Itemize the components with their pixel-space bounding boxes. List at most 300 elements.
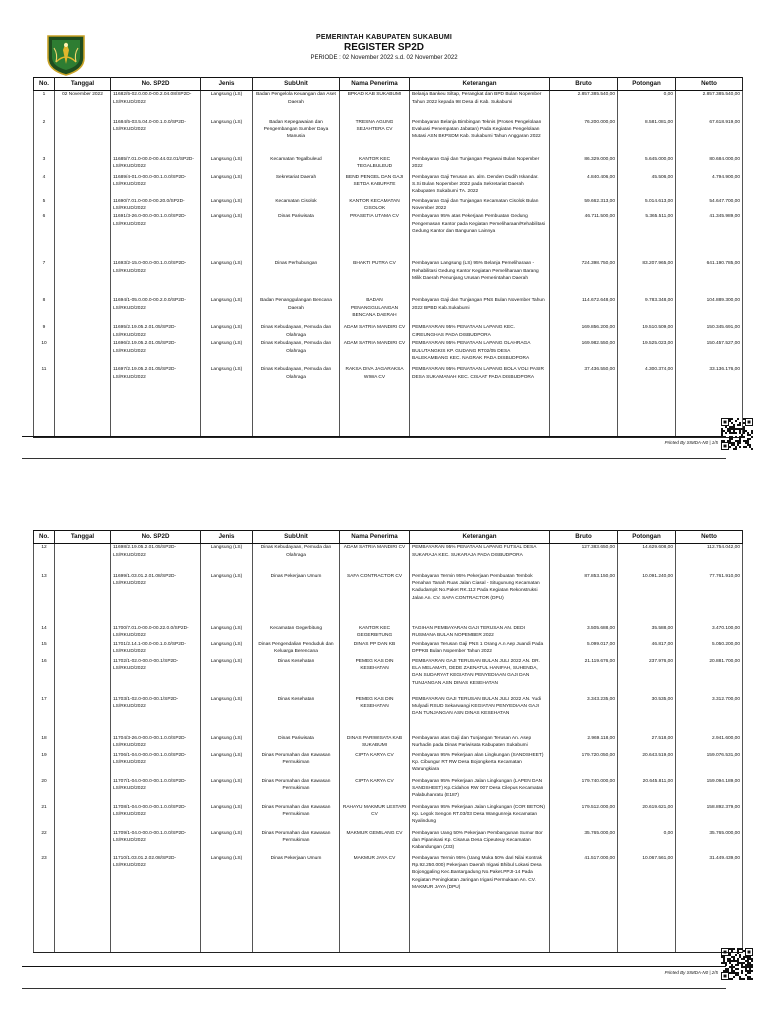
row-type: Langsung (LS)	[201, 657, 253, 695]
sp2d-register-table-page-2	[33, 530, 743, 953]
column-header-netto: Netto	[676, 78, 743, 91]
row-description: Pembayaran Gaji dan Tunjangan Kecamatan Cisolok Bulan November 2022	[410, 197, 550, 213]
row-net-amount: 33.136.176,00	[676, 366, 743, 398]
row-recipient: KANTOR KEC TEGALBULEUD	[340, 155, 410, 173]
row-date	[55, 340, 111, 366]
row-subunit: Dinas Kebudayaan, Pemuda dan Olahraga	[253, 340, 340, 366]
row-date	[55, 213, 111, 260]
table-row	[34, 695, 743, 734]
row-date	[55, 173, 111, 197]
table-row	[34, 734, 743, 751]
row-sp2d-number: 11706/1-04.0-00.0-00.1.0.0/SP2D-LS/RKUD/2022	[111, 751, 201, 777]
row-net-amount: 158.892.379,00	[676, 803, 743, 829]
row-net-amount: 41.345.989,00	[676, 213, 743, 260]
row-sp2d-number: 11709/1-04.0-00.0-00.1.0.0/SP2D-LS/RKUD/2022	[111, 829, 201, 854]
column-header-nama-penerima: Nama Penerima	[340, 78, 410, 91]
row-subunit: Dinas Kesehatan	[253, 657, 340, 695]
row-net-amount: 67.618.919,00	[676, 118, 743, 155]
printed-by-footer: Printed By SIMDA-N0 | 1/5	[664, 440, 718, 445]
table-filler-row	[34, 922, 743, 952]
row-description: TAGIHAN PEMBAYARAN GAJI TERUSAN AN. DEDI RUSMANA BULAN NOPEMBER 2022	[410, 624, 550, 640]
row-type: Langsung (LS)	[201, 829, 253, 854]
report-header	[0, 34, 768, 61]
row-subunit: Badan Penanggulangan Bencana Daerah	[253, 297, 340, 324]
row-date	[55, 366, 111, 398]
row-net-amount: 112.754.042,00	[676, 543, 743, 572]
column-header-jenis: Jenis	[201, 531, 253, 544]
row-net-amount: 159.094.189,00	[676, 777, 743, 803]
empty-cell	[618, 922, 676, 952]
row-gross-amount: 35.765.000,00	[550, 829, 618, 854]
row-subunit: Dinas Perhubungan	[253, 260, 340, 297]
row-type: Langsung (LS)	[201, 624, 253, 640]
row-description: Pembayaran Langsung (LS) 95% Belanja Pemeliharaan - Rehabilitasi Gedung Kantor Kegiatan Pemeliharaan Barang Milik Daerah Penunjang Urusan Pemerintahan Daerah	[410, 260, 550, 297]
table-row	[34, 803, 743, 829]
row-net-amount: 641.190.785,00	[676, 260, 743, 297]
row-description: PEMBAYARAN GAJI TERUSAN BULAN JULI 2022 AN. DR. ELA MELAMATI, DEDE ZAENATUL HANIFAH, SUHENDA, DAN SUDARYAT KEGIATAN PENYEDIAAN GAJI DAN TUNJANGAN ASN DINAS KESEHATAN	[410, 657, 550, 695]
row-subunit: Dinas Kebudayaan, Pemuda dan Olahraga	[253, 543, 340, 572]
row-net-amount: 159.076.531,00	[676, 751, 743, 777]
row-gross-amount: 179.740.000,00	[550, 777, 618, 803]
row-gross-amount: 3.505.688,00	[550, 624, 618, 640]
row-number: 2	[34, 118, 55, 155]
row-type: Langsung (LS)	[201, 155, 253, 173]
empty-cell	[34, 922, 55, 952]
report-title: REGISTER SP2D	[343, 42, 425, 53]
row-recipient: KANTOR KECAMATAN CISOLOK	[340, 197, 410, 213]
row-number: 22	[34, 829, 55, 854]
row-subunit: Kecamatan Tegalbuleud	[253, 155, 340, 173]
row-date: 02 November 2022	[55, 90, 111, 118]
column-header-subunit: SubUnit	[253, 531, 340, 544]
table-row	[34, 624, 743, 640]
row-deduction-amount: 20.645.811,00	[618, 777, 676, 803]
row-number: 5	[34, 197, 55, 213]
row-description: Pembayaran Terusan Gaji PNS 1 Orang A.n Aep Juandi Pada DPPKB Bulan Nopember Tahun 2022	[410, 640, 550, 657]
row-net-amount: 2.941.600,00	[676, 734, 743, 751]
row-net-amount: 5.050.200,00	[676, 640, 743, 657]
row-date	[55, 695, 111, 734]
row-number: 15	[34, 640, 55, 657]
row-description: Pembayaran 95% Pekerjaan Jalan Lingkungan (LAPEN DAN SANDSHEET) Kp.Cidahon RW 007 Desa Cilepus Kecamatan Palabuhanratu (E187)	[410, 777, 550, 803]
row-recipient: ADAM SATRIA MANDIRI CV	[340, 340, 410, 366]
row-type: Langsung (LS)	[201, 640, 253, 657]
row-gross-amount: 169.856.200,00	[550, 324, 618, 340]
row-gross-amount: 179.720.050,00	[550, 751, 618, 777]
row-number: 14	[34, 624, 55, 640]
page-divider-bottom	[22, 988, 726, 989]
row-description: PEMBAYARAN 95% PENATAAN LAPANG FUTSAL DESA SUKARAJA KEC. SUKARAJA PADA DISBUDPORA	[410, 543, 550, 572]
row-date	[55, 155, 111, 173]
row-sp2d-number: 11695/2.19.05.2.01.05/SP2D-LS/RKUD/2022	[111, 324, 201, 340]
empty-cell	[618, 398, 676, 438]
row-subunit: Dinas Perumahan dan Kawasan Permukiman	[253, 751, 340, 777]
row-date	[55, 197, 111, 213]
row-deduction-amount: 19.525.023,00	[618, 340, 676, 366]
table-body-page-1	[34, 90, 743, 438]
row-description: Pembayaran 95% Pekerjaan alan Lingkungan (SANDSHEET) Kp. Cibungur RT RW Desa Bojongkerta Kecamatan Warungkiara	[410, 751, 550, 777]
row-date	[55, 297, 111, 324]
row-number: 7	[34, 260, 55, 297]
row-gross-amount: 4.840.406,00	[550, 173, 618, 197]
column-header-keterangan: Keterangan	[410, 531, 550, 544]
empty-cell	[410, 922, 550, 952]
empty-cell	[550, 398, 618, 438]
row-number: 4	[34, 173, 55, 197]
row-subunit: Kecamatan Cisolok	[253, 197, 340, 213]
row-number: 13	[34, 572, 55, 624]
column-header-no: No.	[34, 78, 55, 91]
row-date	[55, 624, 111, 640]
row-description: Pembayaran 95% Pekerjaan Jalan Lingkungan (COR BETON) Kp. Legok Sengon RT.03/03 Desa Wangunreja Kecamatan Nyalindung	[410, 803, 550, 829]
empty-cell	[340, 398, 410, 438]
row-sp2d-number: 11708/1-04.0-00.0-00.1.0.0/SP2D-LS/RKUD/2022	[111, 803, 201, 829]
empty-cell	[201, 922, 253, 952]
row-deduction-amount: 9.783.348,00	[618, 297, 676, 324]
row-date	[55, 324, 111, 340]
row-description: Pembayaran 95% atas Pekerjaan Pembuatan Gedung Pengemasan Kantor pada Kegiatan Pemeliharaan/Rehabilitasi Gedung Kantor dan Bangunan Lainnya	[410, 213, 550, 260]
row-gross-amount: 169.982.550,00	[550, 340, 618, 366]
row-gross-amount: 3.343.235,00	[550, 695, 618, 734]
row-recipient: DINAS PARIWISATA KAB SUKABUMI	[340, 734, 410, 751]
row-type: Langsung (LS)	[201, 572, 253, 624]
report-period: PERIODE : 02 November 2022 s.d. 02 November 2022	[310, 55, 458, 61]
row-gross-amount: 127.383.650,00	[550, 543, 618, 572]
qr-code-icon	[721, 418, 753, 450]
row-date	[55, 118, 111, 155]
row-sp2d-number: 11707/1-04.0-00.0-00.1.0.0/SP2D-LS/RKUD/2022	[111, 777, 201, 803]
row-description: Pembayaran Termin 95% Pekerjaan Pembuatan Tembok Penahan Tanah Ruas Jalan Ciasal - Situgunung Kecamatan Kadudampit No.Paket RK.112 Pada Kegiatan Rekonstruksi Jalan An. CV. SAFA CONTRACTOR (DPU)	[410, 572, 550, 624]
row-net-amount: 35.765.000,00	[676, 829, 743, 854]
row-net-amount: 2.857.385.540,00	[676, 90, 743, 118]
row-sp2d-number: 11699/1.03.01.2.01.08/SP2D-LS/RKUD/2022	[111, 572, 201, 624]
row-subunit: Dinas Kesehatan	[253, 695, 340, 734]
table-row	[34, 155, 743, 173]
row-deduction-amount: 5.645.000,00	[618, 155, 676, 173]
row-deduction-amount: 10.067.561,00	[618, 854, 676, 922]
row-gross-amount: 87.853.150,00	[550, 572, 618, 624]
row-type: Langsung (LS)	[201, 173, 253, 197]
row-number: 11	[34, 366, 55, 398]
row-date	[55, 657, 111, 695]
empty-cell	[550, 922, 618, 952]
row-deduction-amount: 8.581.081,00	[618, 118, 676, 155]
row-gross-amount: 76.200.000,00	[550, 118, 618, 155]
row-net-amount: 54.647.700,00	[676, 197, 743, 213]
table-row	[34, 173, 743, 197]
row-net-amount: 3.312.700,00	[676, 695, 743, 734]
row-net-amount: 104.889.300,00	[676, 297, 743, 324]
table-filler-row	[34, 398, 743, 438]
row-recipient: RAHAYU MAKMUR LESTARI CV	[340, 803, 410, 829]
row-description: PEMBAYARAN GAJI TERUSAN BULAN JULI 2022 AN. Yudi Mulyadi RSUD Sekarwangi KEGIATAN PENYEDIAAN GAJI DAN TUNJANGAN ASN DINAS KESEHATAN	[410, 695, 550, 734]
row-net-amount: 4.794.900,00	[676, 173, 743, 197]
row-number: 20	[34, 777, 55, 803]
empty-cell	[111, 922, 201, 952]
row-recipient: MAKMUR GEMILANG CV	[340, 829, 410, 854]
row-deduction-amount: 27.518,00	[618, 734, 676, 751]
row-subunit: Dinas Perumahan dan Kawasan Permukiman	[253, 803, 340, 829]
row-subunit: Kecamatan Gegerbitung	[253, 624, 340, 640]
row-subunit: Dinas Kebudayaan, Pemuda dan Olahraga	[253, 366, 340, 398]
row-deduction-amount: 10.091.240,00	[618, 572, 676, 624]
table-row	[34, 340, 743, 366]
row-description: PEMBAYARAN 95% PENATAAN LAPANG KEC. CIREUNGHAS PADA DISBUDPORA	[410, 324, 550, 340]
row-description: Pembayaran Termin 95% (Uang Muka 50% dari Nilai Kontrak Rp.92.250.000) Pekerjaan Daerah Irigasi Bhibul Lokasi Desa Bojonggaling Kec.Bantargadung No.Paket.PPJI-14 Pada Kegiatan Peningkatan Jaringan Irigasi Permukaan An. CV. MAKMUR JAYA (DPU)	[410, 854, 550, 922]
row-subunit: Dinas Pengendalian Penduduk dan Keluarga Berencana	[253, 640, 340, 657]
row-sp2d-number: 11700/7.01.0-00.0-00.22.0.0/SP2D-LS/RKUD/2022	[111, 624, 201, 640]
column-header-keterangan: Keterangan	[410, 78, 550, 91]
row-deduction-amount: 45.506,00	[618, 173, 676, 197]
row-sp2d-number: 11693/2-15.0-00.0-00.1.0.0/SP2D-LS/RKUD/2022	[111, 260, 201, 297]
row-sp2d-number: 11685/7.01.0-00.0-00.44.02.01/SP2D-LS/RKUD/2022	[111, 155, 201, 173]
row-number: 21	[34, 803, 55, 829]
row-sp2d-number: 11694/1-05.0.00.0-00.2.0.0/SP2D-LS/RKUD/2022	[111, 297, 201, 324]
table-row	[34, 213, 743, 260]
row-sp2d-number: 11702/1-02.0-00.0-00.1/SP2D-LS/RKUD/2022	[111, 657, 201, 695]
row-type: Langsung (LS)	[201, 340, 253, 366]
table-row	[34, 366, 743, 398]
row-deduction-amount: 20.619.621,00	[618, 803, 676, 829]
row-sp2d-number: 11704/3-26.0-00.0-00.1.0.0/SP2D-LS/RKUD/2022	[111, 734, 201, 751]
table-row	[34, 640, 743, 657]
column-header-jenis: Jenis	[201, 78, 253, 91]
row-type: Langsung (LS)	[201, 90, 253, 118]
row-recipient: BADAN PENANGGULANGAN BENCANA DAERAH	[340, 297, 410, 324]
row-recipient: PEMEG KAS DIN KESEHATAN	[340, 657, 410, 695]
column-header-netto: Netto	[676, 531, 743, 544]
row-date	[55, 751, 111, 777]
row-deduction-amount: 5.365.511,00	[618, 213, 676, 260]
table-row	[34, 543, 743, 572]
row-recipient: DINAS PP DAN KB	[340, 640, 410, 657]
table-row	[34, 751, 743, 777]
row-description: Pembayaran Gaji dan Tunjangan PNS Bulan November Tahun 2022 BPBD Kab.Sukabumi	[410, 297, 550, 324]
empty-cell	[253, 922, 340, 952]
row-type: Langsung (LS)	[201, 695, 253, 734]
row-deduction-amount: 0,00	[618, 829, 676, 854]
qr-code-icon	[721, 948, 753, 980]
row-subunit: Dinas Perumahan dan Kawasan Permukiman	[253, 777, 340, 803]
table-row	[34, 324, 743, 340]
row-description: Pembayaran Belanja Bimbingan Teknis (Proses Pengelolaan Evaluasi Penempatan Jabatan) Pada Kegiatan Pengelolaan Mutasi ASN BKPSDM Kab. Sukabumi Tahun Anggaran 2022	[410, 118, 550, 155]
row-date	[55, 260, 111, 297]
row-number: 1	[34, 90, 55, 118]
row-deduction-amount: 5.014.613,00	[618, 197, 676, 213]
row-number: 19	[34, 751, 55, 777]
table-row	[34, 777, 743, 803]
column-header-tanggal: Tanggal	[55, 78, 111, 91]
row-sp2d-number: 11703/1-02.0-00.0-00.1/SP2D-LS/RKUD/2022	[111, 695, 201, 734]
row-type: Langsung (LS)	[201, 197, 253, 213]
row-sp2d-number: 11691/3-26.0-00.0-00.1.0.0/SP2D-LS/RKUD/2022	[111, 213, 201, 260]
table-row	[34, 260, 743, 297]
row-date	[55, 734, 111, 751]
row-type: Langsung (LS)	[201, 734, 253, 751]
column-header-subunit: SubUnit	[253, 78, 340, 91]
row-gross-amount: 41.517.000,00	[550, 854, 618, 922]
row-gross-amount: 2.857.385.540,00	[550, 90, 618, 118]
row-gross-amount: 5.099.017,00	[550, 640, 618, 657]
column-header-nama-penerima: Nama Penerima	[340, 531, 410, 544]
row-sp2d-number: 11682/5-02.0.00.0-00.2.04.08/SP2D-LS/RKUD/2022	[111, 90, 201, 118]
column-header-bruto: Bruto	[550, 78, 618, 91]
row-number: 18	[34, 734, 55, 751]
table-row	[34, 854, 743, 922]
row-net-amount: 150.457.527,00	[676, 340, 743, 366]
government-name: PEMERINTAH KABUPATEN SUKABUMI	[315, 34, 453, 41]
row-number: 10	[34, 340, 55, 366]
row-number: 6	[34, 213, 55, 260]
row-number: 8	[34, 297, 55, 324]
row-deduction-amount: 0,00	[618, 90, 676, 118]
row-gross-amount: 37.436.550,00	[550, 366, 618, 398]
row-type: Langsung (LS)	[201, 803, 253, 829]
row-type: Langsung (LS)	[201, 751, 253, 777]
row-type: Langsung (LS)	[201, 854, 253, 922]
empty-cell	[55, 398, 111, 438]
page-divider	[22, 966, 726, 967]
row-description: Pembayaran Gaji Terusan an. alm. Denden Dudih Iskandar. S.Si Bulan Nopember 2022 pada Sekretariat Daerah Kabupaten Sukabumi TA. 2022	[410, 173, 550, 197]
row-sp2d-number: 11690/7.01.0-00.0-00.20.0/SP2D-LS/RKUD/2022	[111, 197, 201, 213]
column-header-no-sp2d: No. SP2D	[111, 78, 201, 91]
row-deduction-amount: 46.817,00	[618, 640, 676, 657]
row-number: 23	[34, 854, 55, 922]
row-date	[55, 829, 111, 854]
column-header-no-sp2d: No. SP2D	[111, 531, 201, 544]
row-description: Pembayaran Gaji dan Tunjangan Pegawai Bulan Nopember 2022	[410, 155, 550, 173]
row-date	[55, 803, 111, 829]
column-header-no: No.	[34, 531, 55, 544]
row-description: Pembayaran atas Gaji dan Tunjangan Terusan An. Asep Nurhadin pada Dinas Pariwisata Kabupaten Sukabumi	[410, 734, 550, 751]
row-date	[55, 777, 111, 803]
row-number: 3	[34, 155, 55, 173]
empty-cell	[111, 398, 201, 438]
row-net-amount: 20.881.700,00	[676, 657, 743, 695]
row-gross-amount: 21.119.676,00	[550, 657, 618, 695]
row-subunit: Sekretariat Daerah	[253, 173, 340, 197]
row-subunit: Dinas Perumahan dan Kawasan Permukiman	[253, 829, 340, 854]
row-date	[55, 543, 111, 572]
row-recipient: BPKAD KAB SUKABUMI	[340, 90, 410, 118]
row-sp2d-number: 11698/2.19.05.2.01.05/SP2D-LS/RKUD/2022	[111, 543, 201, 572]
row-deduction-amount: 19.510.509,00	[618, 324, 676, 340]
row-subunit: Dinas Pariwisata	[253, 734, 340, 751]
row-type: Langsung (LS)	[201, 543, 253, 572]
printed-by-footer: Printed By SIMDA-N0 | 2/5	[664, 970, 718, 975]
empty-cell	[34, 398, 55, 438]
row-type: Langsung (LS)	[201, 777, 253, 803]
row-date	[55, 854, 111, 922]
row-gross-amount: 59.662.313,00	[550, 197, 618, 213]
table-body-page-2	[34, 543, 743, 952]
row-recipient: BHAKTI PUTRA CV	[340, 260, 410, 297]
row-number: 12	[34, 543, 55, 572]
row-gross-amount: 724.398.750,00	[550, 260, 618, 297]
row-type: Langsung (LS)	[201, 324, 253, 340]
row-deduction-amount: 35.588,00	[618, 624, 676, 640]
row-sp2d-number: 11710/1.03.01.2.02.08/SP2D-LS/RKUD/2022	[111, 854, 201, 922]
row-recipient: PRASETIA UTAMA CV	[340, 213, 410, 260]
row-gross-amount: 46.711.500,00	[550, 213, 618, 260]
table-row	[34, 297, 743, 324]
row-sp2d-number: 11689/4-01.0-00.0-00.1.0.0/SP2D-LS/RKUD/2022	[111, 173, 201, 197]
row-subunit: Dinas Kebudayaan, Pemuda dan Olahraga	[253, 324, 340, 340]
row-recipient: SAFA CONTRACTOR CV	[340, 572, 410, 624]
table-row	[34, 829, 743, 854]
empty-cell	[410, 398, 550, 438]
row-recipient: BEND PENGEL DAN GAJI SETDA KABUPATE	[340, 173, 410, 197]
row-deduction-amount: 20.643.519,00	[618, 751, 676, 777]
row-date	[55, 572, 111, 624]
row-gross-amount: 114.672.648,00	[550, 297, 618, 324]
row-recipient: CIPTA KARYA CV	[340, 777, 410, 803]
row-deduction-amount: 4.300.374,00	[618, 366, 676, 398]
row-net-amount: 77.761.910,00	[676, 572, 743, 624]
row-deduction-amount: 30.535,00	[618, 695, 676, 734]
row-type: Langsung (LS)	[201, 213, 253, 260]
sp2d-register-table-page-1	[33, 77, 743, 438]
empty-cell	[253, 398, 340, 438]
table-row	[34, 657, 743, 695]
empty-cell	[340, 922, 410, 952]
row-net-amount: 150.345.691,00	[676, 324, 743, 340]
column-header-potongan: Potongan	[618, 531, 676, 544]
row-recipient: ADAM SATRIA MANDIRI CV	[340, 543, 410, 572]
row-number: 17	[34, 695, 55, 734]
row-sp2d-number: 11696/2.19.05.2.01.05/SP2D-LS/RKUD/2022	[111, 340, 201, 366]
table-row	[34, 118, 743, 155]
row-recipient: ADAM SATRIA MANDIRI CV	[340, 324, 410, 340]
row-sp2d-number: 11684/5-03.5.04.0-00.1.0.0/SP2D-LS/RKUD/2022	[111, 118, 201, 155]
row-sp2d-number: 11701/2.14.1-00.0-00.1.0.0/SP2D-LS/RKUD/2022	[111, 640, 201, 657]
empty-cell	[201, 398, 253, 438]
column-header-bruto: Bruto	[550, 531, 618, 544]
row-number: 9	[34, 324, 55, 340]
row-type: Langsung (LS)	[201, 260, 253, 297]
row-recipient: TRESNA AGUNG SEJAHTERA CV	[340, 118, 410, 155]
empty-cell	[55, 922, 111, 952]
row-net-amount: 31.449.439,00	[676, 854, 743, 922]
row-recipient: RAKSA DIVA JAGARAKSA WIWA CV	[340, 366, 410, 398]
row-recipient: CIPTA KARYA CV	[340, 751, 410, 777]
row-deduction-amount: 237.976,00	[618, 657, 676, 695]
row-recipient: MAKMUR JAYA CV	[340, 854, 410, 922]
row-sp2d-number: 11697/2.19.05.2.01.05/SP2D-LS/RKUD/2022	[111, 366, 201, 398]
row-subunit: Dinas Pariwisata	[253, 213, 340, 260]
row-net-amount: 3.470.100,00	[676, 624, 743, 640]
row-gross-amount: 179.512.000,00	[550, 803, 618, 829]
row-description: Belanja Bankeu Siltap, Perangkat dan BPD Bulan Nopember Tahun 2022 kepada 98 Desa di Kab. Sukabumi	[410, 90, 550, 118]
row-description: PEMBAYARAN 95% PENATAAN LAPANG OLAHRAGA BULUTANGKIS KP. GUDANG RT02/05 DESA BALEKAMBANG KEC. NAGRAK PADA DISBUDPORA	[410, 340, 550, 366]
table-row	[34, 572, 743, 624]
row-subunit: Dinas Pekerjaan Umum	[253, 572, 340, 624]
row-type: Langsung (LS)	[201, 366, 253, 398]
column-header-tanggal: Tanggal	[55, 531, 111, 544]
row-type: Langsung (LS)	[201, 118, 253, 155]
row-recipient: KANTOR KEC GEGERBITUNG	[340, 624, 410, 640]
row-description: PEMBAYARAN 95% PENATAAN LAPANG BOLA VOLI PASIR DESA SUKAMANAH KEC. CISAAT PADA DISBUDPORA	[410, 366, 550, 398]
column-header-potongan: Potongan	[618, 78, 676, 91]
row-number: 16	[34, 657, 55, 695]
row-deduction-amount: 83.207.965,00	[618, 260, 676, 297]
row-recipient: PEMEG KAS DIN KESEHATAN	[340, 695, 410, 734]
row-date	[55, 640, 111, 657]
row-deduction-amount: 14.629.608,00	[618, 543, 676, 572]
row-gross-amount: 86.329.000,00	[550, 155, 618, 173]
table-row	[34, 90, 743, 118]
row-type: Langsung (LS)	[201, 297, 253, 324]
